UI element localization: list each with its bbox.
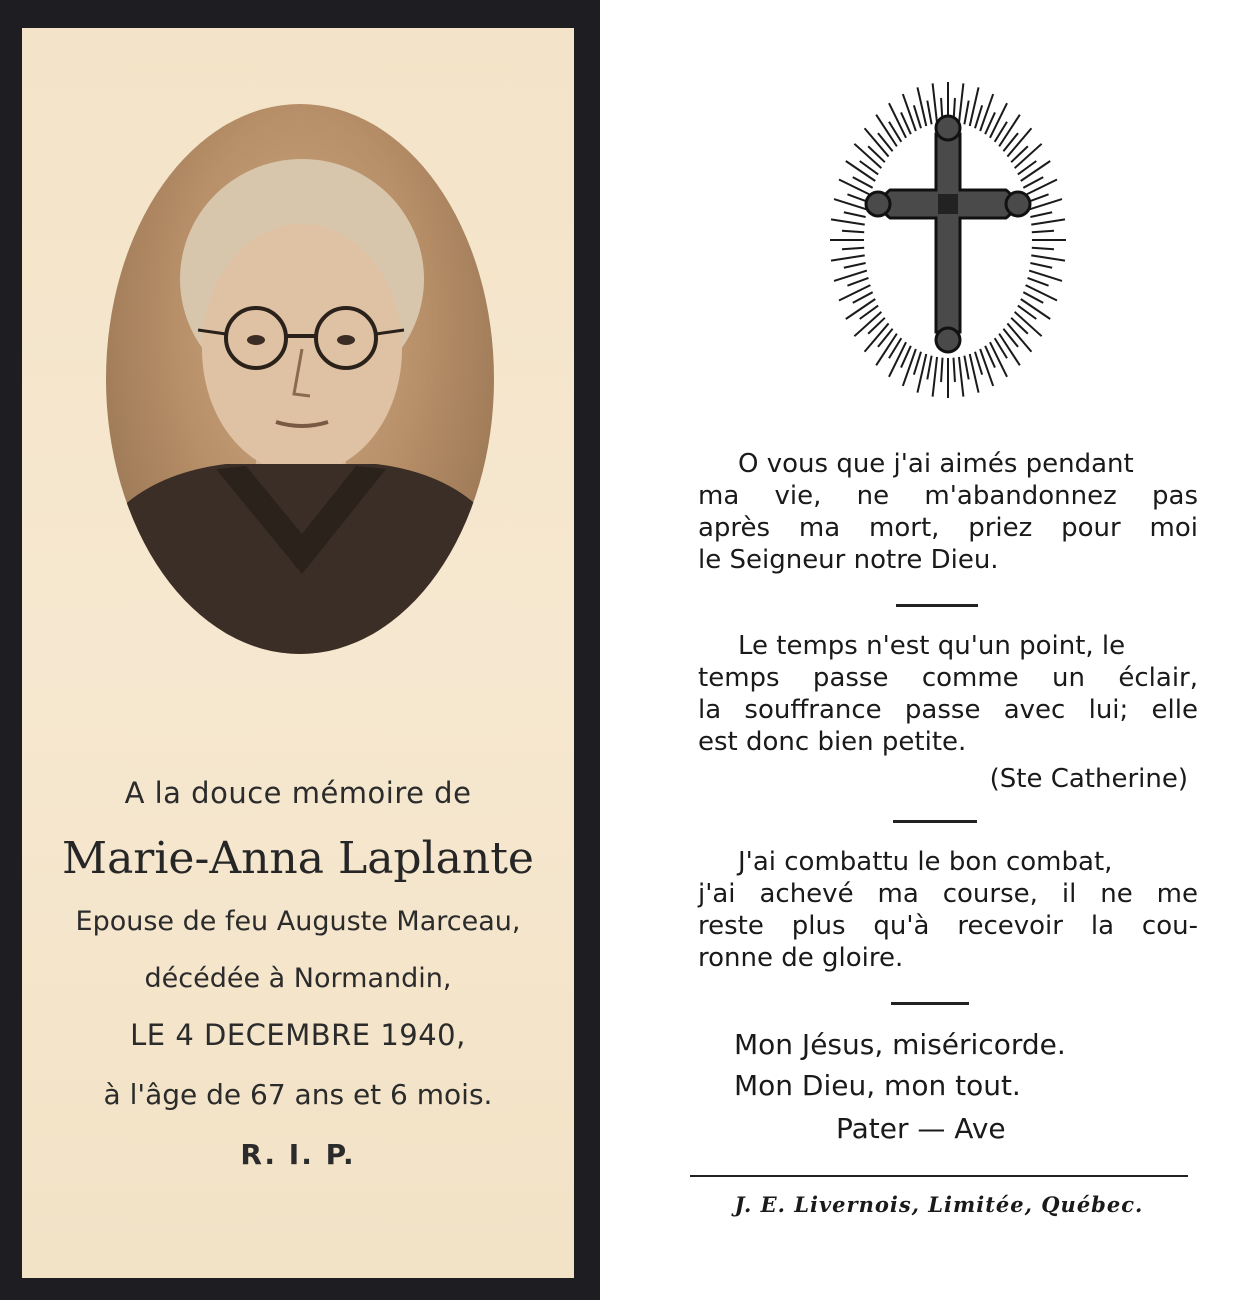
verse-line: Le temps n'est qu'un point, le (738, 631, 1126, 661)
verse-line: la souffrance passe avec lui; elle (698, 695, 1198, 725)
spouse-line: Epouse de feu Auguste Marceau, (75, 906, 521, 937)
verse-line: j'ai achevé ma course, il ne me (698, 879, 1198, 909)
rip-text: R. I. P. (240, 1138, 356, 1171)
prayer-line: Mon Dieu, mon tout. (734, 1069, 1021, 1102)
memorial-card-front (22, 28, 574, 1278)
separator (896, 604, 978, 607)
verse-line: J'ai combattu le bon combat, (738, 847, 1113, 877)
verse-line: ronne de gloire. (698, 943, 904, 973)
verse-block (698, 630, 1198, 758)
printer-credit: J. E. Livernois, Limitée, Québec. (734, 1192, 1144, 1217)
age-line: à l'âge de 67 ans et 6 mois. (103, 1078, 493, 1111)
memory-line: A la douce mémoire de (124, 776, 472, 810)
separator (893, 820, 977, 823)
separator (891, 1002, 969, 1005)
verse-line: temps passe comme un éclair, (698, 663, 1198, 693)
verse-block (698, 846, 1198, 974)
portrait-illustration (106, 104, 494, 654)
verse-block (698, 448, 1198, 576)
verse-line: ma vie, ne m'abandonnez pas (698, 481, 1198, 511)
portrait-photo (106, 104, 494, 654)
footer-rule (690, 1175, 1188, 1177)
verse-line: après ma mort, priez pour moi (698, 513, 1198, 543)
death-date-line: LE 4 DECEMBRE 1940, (130, 1018, 466, 1052)
quote-attribution: (Ste Catherine) (989, 764, 1188, 794)
prayer-line: Mon Jésus, miséricorde. (734, 1028, 1066, 1061)
radiant-cross-icon (828, 82, 1068, 404)
memorial-card-back (638, 0, 1238, 1300)
verse-line: le Seigneur notre Dieu. (698, 545, 999, 575)
death-place-line: décédée à Normandin, (144, 963, 452, 994)
deceased-name: Marie-Anna Laplante (62, 833, 534, 884)
verse-line: est donc bien petite. (698, 727, 967, 757)
verse-line: reste plus qu'à recevoir la cou- (698, 911, 1198, 941)
verse-line: O vous que j'ai aimés pendant (738, 449, 1134, 479)
prayer-line: Pater — Ave (836, 1112, 1006, 1145)
